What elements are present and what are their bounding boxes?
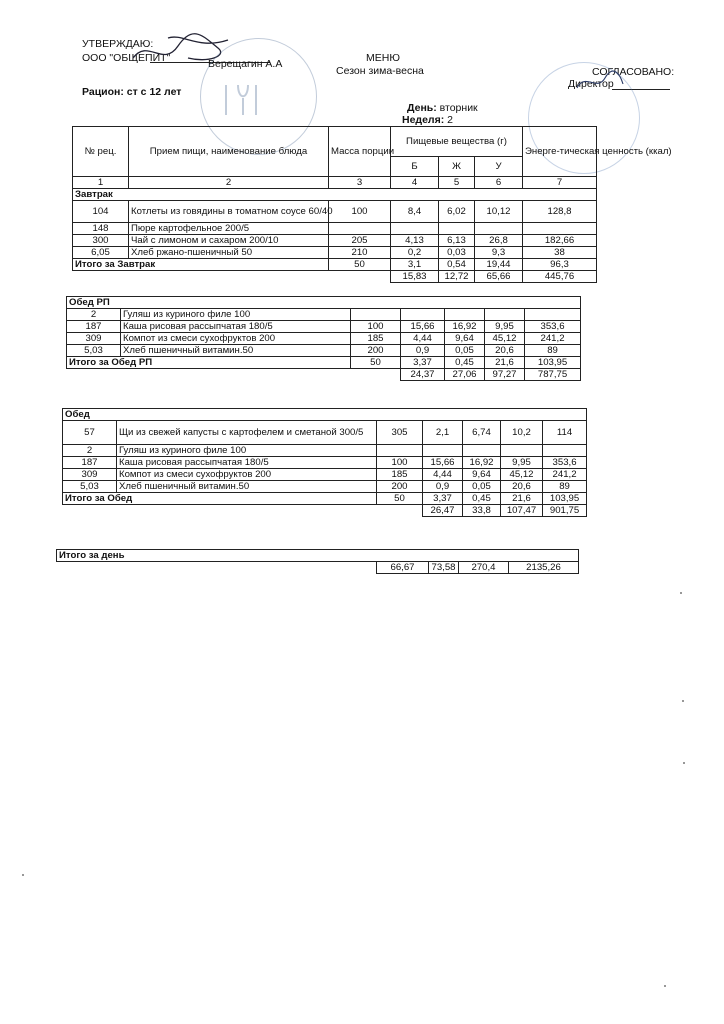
rec-no: 187 <box>67 321 121 333</box>
total-fats: 27,06 <box>445 369 485 381</box>
dish-name: Каша рисовая рассыпчатая 180/5 <box>117 457 377 469</box>
fats: 16,92 <box>445 321 485 333</box>
day-total-table <box>56 549 579 574</box>
dish-name: Гуляш из куриного филе 100 <box>121 309 351 321</box>
dish-name: Хлеб ржано-пшеничный 50 <box>129 247 329 259</box>
col-name-header: Прием пищи, наименование блюда <box>129 127 329 177</box>
rec-no: 309 <box>67 333 121 345</box>
mass: 50 <box>329 259 391 271</box>
carbs: 21,6 <box>501 493 543 505</box>
fats: 0,54 <box>439 259 475 271</box>
kcal: 38 <box>523 247 597 259</box>
col-energy-header: Энерге-тическая ценность (ккал) <box>523 127 597 177</box>
total-carbs: 97,27 <box>485 369 525 381</box>
kcal: 89 <box>525 345 581 357</box>
col-zh-header: Ж <box>439 157 475 177</box>
agreed-label: СОГЛАСОВАНО: <box>592 66 675 78</box>
kcal: 241,2 <box>525 333 581 345</box>
dish-name: Хлеб пшеничный витамин.50 <box>121 345 351 357</box>
col-nutrients-header: Пищевые вещества (г) <box>391 127 523 157</box>
proteins: 4,44 <box>401 333 445 345</box>
col-num: 7 <box>523 177 597 189</box>
rec-no: 104 <box>73 201 129 223</box>
fats <box>463 445 501 457</box>
col-b-header: Б <box>391 157 439 177</box>
carbs: 9,3 <box>475 247 523 259</box>
kcal: 89 <box>543 481 587 493</box>
col-num: 2 <box>129 177 329 189</box>
dish-name: Гуляш из куриного филе 100 <box>117 445 377 457</box>
proteins: 0,9 <box>401 345 445 357</box>
mass: 305 <box>377 421 423 445</box>
carbs <box>475 223 523 235</box>
proteins <box>401 309 445 321</box>
rec-no: 2 <box>63 445 117 457</box>
lunch-table <box>62 408 587 517</box>
dish-name: Щи из свежей капусты с картофелем и сметаной 300/5 <box>117 421 377 445</box>
col-num: 1 <box>73 177 129 189</box>
total-label: Итого за Обед <box>63 493 377 505</box>
fats: 6,74 <box>463 421 501 445</box>
scan-speck <box>683 762 685 764</box>
total-proteins: 15,83 <box>391 271 439 283</box>
day-value: вторник <box>439 102 478 114</box>
kcal <box>543 445 587 457</box>
mass <box>377 445 423 457</box>
section-title: Обед <box>63 409 587 421</box>
fats: 9,64 <box>445 333 485 345</box>
carbs: 9,95 <box>485 321 525 333</box>
carbs: 10,2 <box>501 421 543 445</box>
director-signature-mark <box>575 70 625 95</box>
week-value: 2 <box>447 114 453 126</box>
fats: 0,05 <box>463 481 501 493</box>
mass: 50 <box>351 357 401 369</box>
dish-name: Чай с лимоном и сахаром 200/10 <box>129 235 329 247</box>
dish-name: Компот из смеси сухофруктов 200 <box>121 333 351 345</box>
carbs: 45,12 <box>485 333 525 345</box>
section-title: Обед РП <box>67 297 581 309</box>
dish-name: Хлеб пшеничный витамин.50 <box>117 481 377 493</box>
carbs: 26,8 <box>475 235 523 247</box>
col-num: 3 <box>329 177 391 189</box>
mass: 50 <box>377 493 423 505</box>
proteins: 3,37 <box>401 357 445 369</box>
carbs: 45,12 <box>501 469 543 481</box>
kcal: 103,95 <box>525 357 581 369</box>
col-num: 5 <box>439 177 475 189</box>
mass: 210 <box>329 247 391 259</box>
menu-title: МЕНЮ <box>366 52 400 64</box>
fats: 6,02 <box>439 201 475 223</box>
day-total-kcal: 2135,26 <box>509 562 579 574</box>
carbs <box>485 309 525 321</box>
carbs: 9,95 <box>501 457 543 469</box>
dish-name: Компот из смеси сухофруктов 200 <box>117 469 377 481</box>
mass: 200 <box>351 345 401 357</box>
kcal: 182,66 <box>523 235 597 247</box>
rec-no: 2 <box>67 309 121 321</box>
total-carbs: 65,66 <box>475 271 523 283</box>
proteins: 15,66 <box>401 321 445 333</box>
ration: Рацион: ст с 12 лет <box>82 86 182 98</box>
proteins: 15,66 <box>423 457 463 469</box>
kcal: 353,6 <box>525 321 581 333</box>
signer-name: Верещагин А.А <box>208 58 283 70</box>
col-num: 4 <box>391 177 439 189</box>
rec-no: 148 <box>73 223 129 235</box>
mass <box>351 309 401 321</box>
mass: 100 <box>329 201 391 223</box>
fats: 0,03 <box>439 247 475 259</box>
director-label: Директор <box>568 78 614 90</box>
kcal: 96,3 <box>523 259 597 271</box>
carbs: 19,44 <box>475 259 523 271</box>
col-num: 6 <box>475 177 523 189</box>
fats: 0,45 <box>463 493 501 505</box>
carbs <box>501 445 543 457</box>
carbs: 10,12 <box>475 201 523 223</box>
fats: 0,05 <box>445 345 485 357</box>
rec-no: 187 <box>63 457 117 469</box>
proteins: 2,1 <box>423 421 463 445</box>
lunch-rp-table <box>66 296 581 381</box>
total-carbs: 107,47 <box>501 505 543 517</box>
rec-no: 309 <box>63 469 117 481</box>
proteins: 4,13 <box>391 235 439 247</box>
dish-name: Пюре картофельное 200/5 <box>129 223 329 235</box>
season: Сезон зима-весна <box>336 65 424 77</box>
day-total-label: Итого за день <box>57 550 579 562</box>
total-label: Итого за Обед РП <box>67 357 351 369</box>
kcal <box>523 223 597 235</box>
rec-no: 5,03 <box>63 481 117 493</box>
total-kcal: 901,75 <box>543 505 587 517</box>
scan-speck <box>682 700 684 702</box>
carbs: 20,6 <box>501 481 543 493</box>
fats: 16,92 <box>463 457 501 469</box>
kcal: 128,8 <box>523 201 597 223</box>
dish-name: Каша рисовая рассыпчатая 180/5 <box>121 321 351 333</box>
mass: 100 <box>377 457 423 469</box>
rec-no: 300 <box>73 235 129 247</box>
fats: 0,45 <box>445 357 485 369</box>
proteins: 3,1 <box>391 259 439 271</box>
day-total-carbs: 270,4 <box>459 562 509 574</box>
mass <box>329 223 391 235</box>
dish-name: Котлеты из говядины в томатном соусе 60/40 <box>129 201 329 223</box>
day-total-proteins: 66,67 <box>377 562 429 574</box>
kcal: 114 <box>543 421 587 445</box>
mass: 200 <box>377 481 423 493</box>
total-fats: 12,72 <box>439 271 475 283</box>
fats <box>439 223 475 235</box>
week-label: Неделя: <box>402 114 445 126</box>
mass: 185 <box>377 469 423 481</box>
col-rec-header: № рец. <box>73 127 129 177</box>
total-proteins: 26,47 <box>423 505 463 517</box>
fats: 9,64 <box>463 469 501 481</box>
breakfast-table <box>72 126 672 283</box>
section-title: Завтрак <box>73 189 597 201</box>
total-fats: 33,8 <box>463 505 501 517</box>
proteins <box>423 445 463 457</box>
proteins <box>391 223 439 235</box>
kcal <box>525 309 581 321</box>
day-label: День: <box>407 102 437 114</box>
kcal: 353,6 <box>543 457 587 469</box>
mass: 100 <box>351 321 401 333</box>
rec-no: 5,03 <box>67 345 121 357</box>
total-kcal: 445,76 <box>523 271 597 283</box>
kcal: 241,2 <box>543 469 587 481</box>
scan-speck <box>22 874 24 876</box>
fats <box>445 309 485 321</box>
mass: 205 <box>329 235 391 247</box>
proteins: 0,2 <box>391 247 439 259</box>
mass: 185 <box>351 333 401 345</box>
col-mass-header: Масса порции <box>329 127 391 177</box>
fats: 6,13 <box>439 235 475 247</box>
proteins: 0,9 <box>423 481 463 493</box>
total-kcal: 787,75 <box>525 369 581 381</box>
org-name: ООО "ОБЩЕПИТ" <box>82 52 171 64</box>
proteins: 4,44 <box>423 469 463 481</box>
total-proteins: 24,37 <box>401 369 445 381</box>
carbs: 21,6 <box>485 357 525 369</box>
stamp-emblem-icon <box>218 80 268 120</box>
rec-no: 57 <box>63 421 117 445</box>
total-label: Итого за Завтрак <box>73 259 329 271</box>
carbs: 20,6 <box>485 345 525 357</box>
scan-speck <box>680 592 682 594</box>
approve-label: УТВЕРЖДАЮ: <box>82 38 154 50</box>
col-u-header: У <box>475 157 523 177</box>
proteins: 8,4 <box>391 201 439 223</box>
scan-speck <box>664 985 666 987</box>
day-total-fats: 73,58 <box>429 562 459 574</box>
rec-no: 6,05 <box>73 247 129 259</box>
proteins: 3,37 <box>423 493 463 505</box>
kcal: 103,95 <box>543 493 587 505</box>
